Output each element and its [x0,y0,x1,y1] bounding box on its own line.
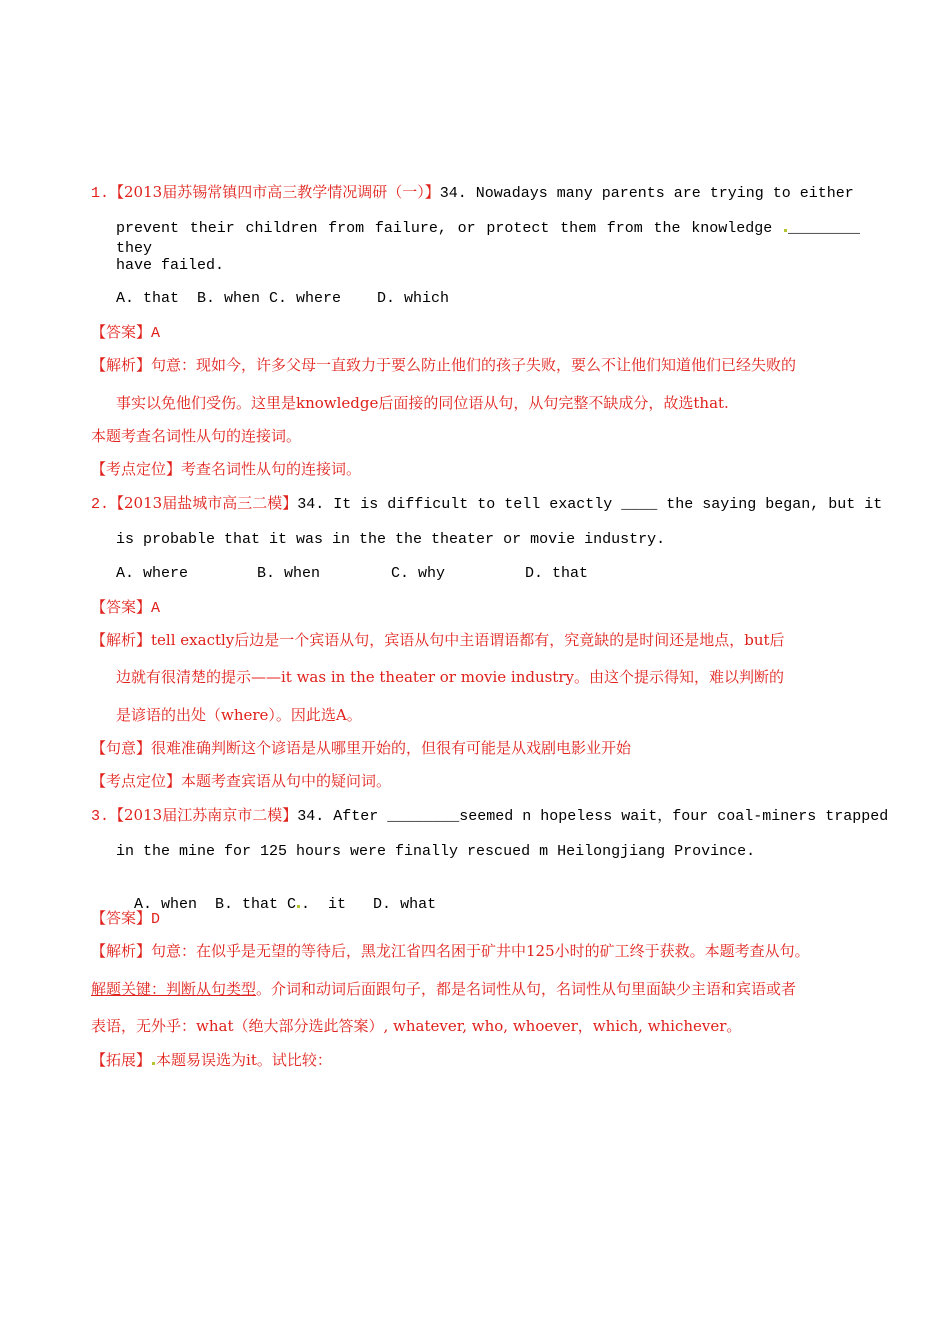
q3-source: 【2013届江苏南京市二模】 [109,806,298,824]
point-label: 【考点定位】 [91,460,182,478]
q1-explanation-1: 【解析】句意：现如今，许多父母一直致力于要么防止他们的孩子失败，要么不让他们知道他们已经失败的 [91,356,797,374]
marker-dot [152,1062,155,1065]
q3-extension: 【拓展】 本题易误选为it。试比较： [91,1051,332,1069]
point-label: 【考点定位】 [91,772,182,790]
sentence-label: 【句意】 [91,739,152,757]
q3-line-1 [91,805,888,827]
q1-answer [91,322,160,344]
q2-explanation-1: 【解析】tell exactly后边是一个宾语从句，宾语从句中主语谓语都有，究竟缺的是时间还是地点，but后 [91,631,785,649]
answer-label: 【答案】 [91,323,152,341]
q3-options: A. when B. that C . it D. what [134,896,437,913]
q2-explanation-3: 是谚语的出处（where）。因此选A。 [116,706,362,724]
q2-answer-value: A [151,600,161,617]
q2-source: 【2013届盐城市高三二模】 [109,494,298,512]
q1-explanation-2: 事实以免他们受伤。这里是knowledge后面接的同位语从句，从句完整不缺成分，故选that. [116,394,729,412]
q3-explanation-3: 表语，无外乎：what（绝大部分选此答案）, whatever, who, whoever，which, whichever。 [91,1017,742,1035]
q3-number: 3. [91,808,110,825]
q2-option-c: C. why [391,565,446,582]
q3-answer-value: D [151,911,161,928]
q3-explanation-2: 解题关键：判断从句类型。介词和动词后面跟句子，都是名词性从句，名词性从句里面缺少主语和宾语或者 [91,980,797,998]
q2-number: 2. [91,496,110,513]
q2-line-1 [91,493,882,515]
q2-sentence: 【句意】很难准确判断这个谚语是从哪里开始的，但很有可能是从戏剧电影业开始 [91,739,632,757]
key-point-label: 解题关键：判断从句类型 [91,980,257,998]
marker-dot [784,229,787,232]
q2-explanation-2: 边就有很清楚的提示——it was in the theater or movie industry。由这个提示得知，难以判断的 [116,668,784,686]
q3-explanation-1: 【解析】句意：在似乎是无望的等待后，黑龙江省四名困于矿井中125小时的矿工终于获救。本题考查从句。 [91,942,810,960]
q3-answer [91,908,160,930]
q1-options: A. that B. when C. where D. which [116,290,450,307]
q1-number: 1. [91,185,110,202]
explanation-label: 【解析】 [91,631,152,649]
q2-option-d: D. that [525,565,589,582]
q1-explanation-3: 本题考查名词性从句的连接词。 [91,427,302,445]
q1-stem-2: prevent their children from failure, or protect them from the knowledge [116,220,773,237]
explanation-label: 【解析】 [91,942,152,960]
answer-label: 【答案】 [91,598,152,616]
q1-stem-1: 34. Nowadays many parents are trying to either [439,185,854,202]
answer-label: 【答案】 [91,909,152,927]
q1-blank: ________ [787,220,860,237]
q2-option-a: A. where [116,565,189,582]
q1-stem-3: have failed. [116,257,225,274]
q1-answer-value: A [151,325,161,342]
extension-label: 【拓展】 [91,1051,152,1069]
q3-stem-2: in the mine for 125 hours were finally rescued m Heilongjiang Province. [116,843,756,860]
q3-stem-1: 34. After ________seemed n hopeless wait，four coal-miners trapped [297,808,889,825]
q1-line-1 [91,182,854,204]
q1-stem-2b: they [116,240,153,257]
q1-source: 【2013届苏锡常镇四市高三教学情况调研（一）】 [109,183,440,201]
q1-point: 【考点定位】考查名词性从句的连接词。 [91,460,362,478]
q2-option-b: B. when [257,565,321,582]
q1-line-2 [116,219,860,259]
q2-point: 【考点定位】本题考查宾语从句中的疑问词。 [91,772,392,790]
q2-stem-2: is probable that it was in the the theater or movie industry. [116,531,666,548]
marker-dot [297,905,300,908]
q2-answer [91,597,160,619]
explanation-label: 【解析】 [91,356,152,374]
q2-stem-1: 34. It is difficult to tell exactly ____ the saying began, but it [297,496,883,513]
